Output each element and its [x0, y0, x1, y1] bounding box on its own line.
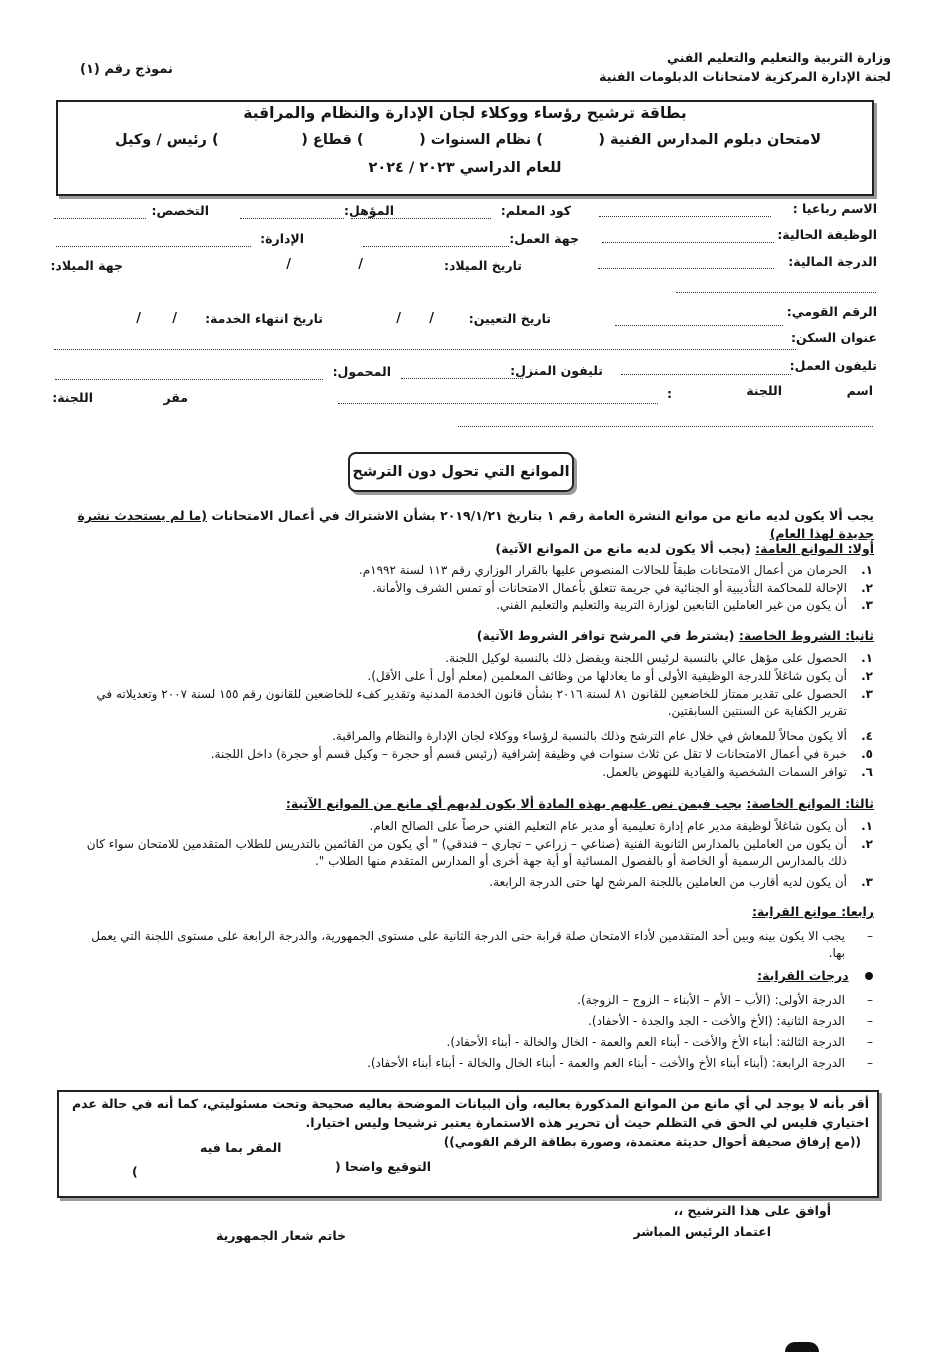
item-text: أن يكون شاغلاً لوظيفة مدير عام إدارة تعليمية أو مدير عام التعليم الفني حرصاً على الصالح العام.	[369, 819, 847, 833]
birth-date-sep-1: /	[358, 257, 363, 272]
item-number: ٢.	[861, 837, 873, 851]
special-heading-note: (يشترط في المرشح توافر الشروط الآتية)	[476, 628, 735, 643]
special-item-6	[68, 764, 873, 781]
item-text: الإحالة للمحاكمة التأديبية أو الجنائية في جريمة تتعلق بأعمال الامتحانات أو تمس الشرف والأمانة.	[372, 581, 847, 595]
teacher-code-label: كود المعلم:	[500, 203, 571, 218]
specialization-label: التخصص:	[151, 203, 209, 218]
special-obstacle-item-1	[68, 818, 873, 835]
service-end-date-label: تاريخ انتهاء الخدمة:	[205, 311, 323, 326]
kinship-heading	[752, 904, 874, 919]
signature-label: التوقيع واضحا (	[335, 1159, 431, 1174]
committee-seat-label-1: مقر	[163, 390, 188, 405]
special-obstacles-heading-note: يجب فيمن نص عليهم بهذه المادة ألا يكون لديهم أي مانع من الموانع الآتية:	[285, 796, 742, 811]
academic-year: للعام الدراسي ٢٠٢٣ / ٢٠٢٤	[368, 160, 562, 176]
item-number: ٢.	[861, 581, 873, 595]
kinship-rule	[73, 928, 873, 962]
birth-date-sep-2: /	[286, 257, 291, 272]
item-dash: –	[867, 1056, 873, 1070]
item-text: الدرجة الثالثة: أبناء الأخ والأخت - أبناء العم والعمة - الخال والخالة - أبناء الأحفاد).	[446, 1035, 845, 1049]
home-phone-label: تليفون المنزل:	[510, 363, 603, 378]
special-obstacles-heading-text: ثالثا: الموانع الخاصة:	[746, 796, 874, 811]
intro-emphasis: (ما لم يستحدث نشرة جديدة لهذا العام)	[77, 508, 874, 541]
item-text: أن يكون لديه أقارب من العاملين باللجنة المرشح لها حتى الدرجة الرابعة.	[489, 875, 847, 889]
kinship-degree-3	[73, 1034, 873, 1051]
committee-name-field[interactable]	[338, 403, 658, 404]
special-item-2	[68, 668, 873, 685]
approval-text: أوافق على هذا الترشيح ،،	[673, 1203, 831, 1218]
committee-word-label: اللجنة	[746, 383, 782, 398]
item-number: ٣.	[861, 875, 873, 889]
kinship-heading-text: رابعا: موانع القرابة:	[751, 904, 874, 919]
committee-colon: :	[667, 386, 672, 401]
kinship-degree-2	[73, 1013, 873, 1030]
kinship-degrees-heading-text: درجات القرابة:	[757, 968, 849, 983]
financial-grade-field-2[interactable]	[676, 292, 876, 293]
general-item-2	[68, 580, 873, 597]
specialization-field[interactable]	[54, 218, 146, 219]
form-title: بطاقة ترشيح رؤساء ووكلاء لجان الإدارة والنظام والمراقبة	[243, 104, 687, 122]
ministry-line-1: وزارة التربية والتعليم والتعليم الفني	[666, 50, 891, 65]
special-item-1	[68, 650, 873, 667]
special-heading-text: ثانيا: الشروط الخاصة:	[738, 628, 874, 643]
item-text: خبرة في أعمال الامتحانات لا تقل عن ثلاث سنوات في وظيفة إشرافية (رئيس قسم أو حجرة – وكيل قسم أو حجرة) داخل اللجنة.	[210, 747, 847, 761]
special-item-4	[68, 728, 873, 745]
item-text: توافر السمات الشخصية والقيادية للنهوض بالعمل.	[602, 765, 847, 779]
kinship-degrees-heading	[757, 968, 873, 983]
intro-main: يجب ألا يكون لديه مانع من موانع النشرة العامة رقم ١ بتاريخ ٢٠١٩/١/٢١ بشأن الاشتراك في أعمال الامتحانات	[211, 508, 874, 523]
ministry-line-2: لجنة الإدارة المركزية لامتحانات الدبلومات الفنية	[599, 69, 891, 84]
current-job-field[interactable]	[602, 242, 774, 243]
item-text: الحرمان من أعمال الامتحانات طبقاً للحالات المنصوص عليها بالقرار الوزاري رقم ١١٣ لسنة ١٩٩٢م.	[358, 563, 847, 577]
teacher-code-field[interactable]	[351, 218, 491, 219]
general-obstacles-heading	[495, 541, 874, 556]
committee-seat-label-2: اللجنة:	[52, 390, 93, 405]
form-subtitle: لامتحان دبلوم المدارس الفنية ( ) نظام السنوات ( ) قطاع (	[301, 132, 821, 148]
committee-name-label: اسم	[846, 383, 873, 398]
item-number: ١.	[861, 651, 873, 665]
special-item-5	[68, 746, 873, 763]
appointment-date-sep-1: /	[429, 311, 434, 326]
work-phone-field[interactable]	[621, 374, 791, 375]
republic-stamp: خاتم شعار الجمهورية	[216, 1228, 347, 1243]
item-text: يجب الا يكون بينه وبين أحد المتقدمين لأداء الامتحان صلة قرابة حتى الدرجة الثانية على مستوى الجمهورية، والدرجة الرابعة على مستوى اللجنة التي يعمل بها.	[91, 929, 845, 960]
form-number: نموذج رقم (١)	[80, 62, 173, 77]
intro-paragraph	[54, 507, 874, 543]
bullet-icon	[865, 972, 873, 980]
workplace-label: جهة العمل:	[509, 231, 579, 246]
special-conditions-heading	[477, 628, 874, 643]
item-dash: –	[867, 929, 873, 943]
work-phone-label: تليفون العمل:	[789, 358, 877, 373]
full-name-label: الاسم رباعيا :	[792, 201, 877, 216]
signature-close: )	[132, 1164, 138, 1179]
general-heading-text: أولا: الموانع العامة:	[755, 541, 874, 556]
committee-name-field-2[interactable]	[458, 426, 873, 427]
special-item-3	[68, 686, 873, 720]
form-subtitle-end: ) رئيس / وكيل	[115, 132, 219, 148]
service-end-date-sep-2: /	[136, 311, 141, 326]
birth-place-label: جهة الميلاد:	[50, 258, 123, 273]
item-text: أن يكون شاغلاً للدرجة الوظيفية الأولى أو ما يعادلها من وظائف المعلمين (معلم أول أ على الأقل).	[367, 669, 847, 683]
full-name-field[interactable]	[599, 216, 771, 217]
declaration-text: أقر بأنه لا يوجد لي أي مانع من الموانع المذكورة بعاليه، وأن البيانات الموضحة بعاليه صحيحة وتحت مسئوليتي، كما أنه في حالة عدم اختياري فليس لي الحق في التظلم حيث أن تحرير هذه الاستمارة يعتبر ترشيحا وليس اختيارا.	[71, 1096, 869, 1130]
mobile-label: المحمول:	[332, 364, 391, 379]
page-corner-mark	[785, 1342, 819, 1352]
address-field[interactable]	[54, 349, 796, 350]
item-dash: –	[867, 1014, 873, 1028]
item-number: ٢.	[861, 669, 873, 683]
birth-date-label: تاريخ الميلاد:	[443, 258, 522, 273]
national-id-field[interactable]	[615, 325, 783, 326]
item-text: الحصول على مؤهل عالي بالنسبة لرئيس اللجنة ويفضل ذلك بالنسبة لوكيل اللجنة.	[445, 651, 847, 665]
home-phone-field[interactable]	[401, 378, 523, 379]
item-dash: –	[867, 993, 873, 1007]
general-item-1	[68, 562, 873, 579]
financial-grade-field[interactable]	[598, 268, 774, 269]
special-obstacle-item-3	[68, 874, 873, 891]
administration-label: الإدارة:	[260, 231, 304, 246]
service-end-date-sep-1: /	[172, 311, 177, 326]
appointment-date-sep-2: /	[396, 311, 401, 326]
item-text: الدرجة الرابعة: (أبناء أبناء الأخ والأخت - أبناء العم والعمة - أبناء الخال والخالة - أبناء أبناء الأحفاد).	[367, 1056, 845, 1070]
qualification-label: المؤهل:	[343, 203, 394, 218]
obstacles-title: الموانع التي تحول دون الترشح	[348, 452, 574, 492]
declaration-attachments: ((مع إرفاق صحيفة أحوال حديثة معتمدة، وصورة بطاقة الرقم القومي))	[443, 1135, 861, 1149]
item-text: أن يكون من غير العاملين التابعين لوزارة التربية والتعليم والتعليم الفني.	[496, 598, 847, 612]
ministry-header	[599, 48, 891, 86]
item-number: ٦.	[861, 765, 873, 779]
workplace-field[interactable]	[363, 246, 509, 247]
item-text: أن يكون من العاملين بالمدارس الثانوية الفنية (صناعي – زراعي – تجاري – فندقي) " أي يكون من القائمين بالتدريس للطلاب المتقدمين للامتحان سواء كان ذلك بالمدارس الرسمية أو الخاصة أو بالفصول المسائية أو أية جهة أخرى أو المدارس المتقدم منها الطلاب ".	[86, 837, 847, 868]
declarant-label: المقر بما فيه	[200, 1140, 282, 1155]
financial-grade-label: الدرجة المالية:	[788, 254, 877, 269]
administration-field[interactable]	[56, 246, 251, 247]
manager-approval: اعتماد الرئيس المباشر	[633, 1224, 771, 1239]
item-text: الحصول على تقدير ممتاز للخاضعين للقانون ٨١ لسنة ٢٠١٦ بشأن قانون الخدمة المدنية وتقدير كفء للخاضعين للقانون رقم ١٥٥ لسنة ٢٠٠٧ وتعديلاته في تقرير الكفاية عن السنتين السابقتين.	[96, 687, 847, 718]
item-number: ١.	[861, 563, 873, 577]
qualification-field[interactable]	[240, 218, 344, 219]
item-number: ٣.	[861, 687, 873, 701]
kinship-degree-1	[73, 992, 873, 1009]
national-id-label: الرقم القومي:	[786, 304, 877, 319]
item-text: الدرجة الأولى: (الأب – الأم – الأبناء – الزوج – الزوجة).	[577, 993, 845, 1007]
item-text: الدرجة الثانية: (الأخ والأخت - الجد والجدة - الأحفاد).	[588, 1014, 845, 1028]
special-obstacles-heading	[286, 796, 874, 811]
item-number: ١.	[861, 819, 873, 833]
general-item-3	[68, 597, 873, 614]
general-heading-note: (يجب ألا يكون لديه مانع من الموانع الآتية)	[495, 541, 751, 556]
item-text: ألا يكون محالاً للمعاش في خلال عام الترشح وذلك بالنسبة لرؤساء ووكلاء لجان الإدارة والنظام والمراقبة.	[332, 729, 847, 743]
item-number: ٤.	[861, 729, 873, 743]
item-number: ٣.	[861, 598, 873, 612]
item-number: ٥.	[861, 747, 873, 761]
address-label: عنوان السكن:	[791, 330, 877, 345]
current-job-label: الوظيفة الحالية:	[777, 227, 877, 242]
appointment-date-label: تاريخ التعيين:	[468, 311, 551, 326]
kinship-degree-4	[73, 1055, 873, 1072]
mobile-field[interactable]	[55, 379, 323, 380]
special-obstacle-item-2	[68, 836, 873, 870]
item-dash: –	[867, 1035, 873, 1049]
